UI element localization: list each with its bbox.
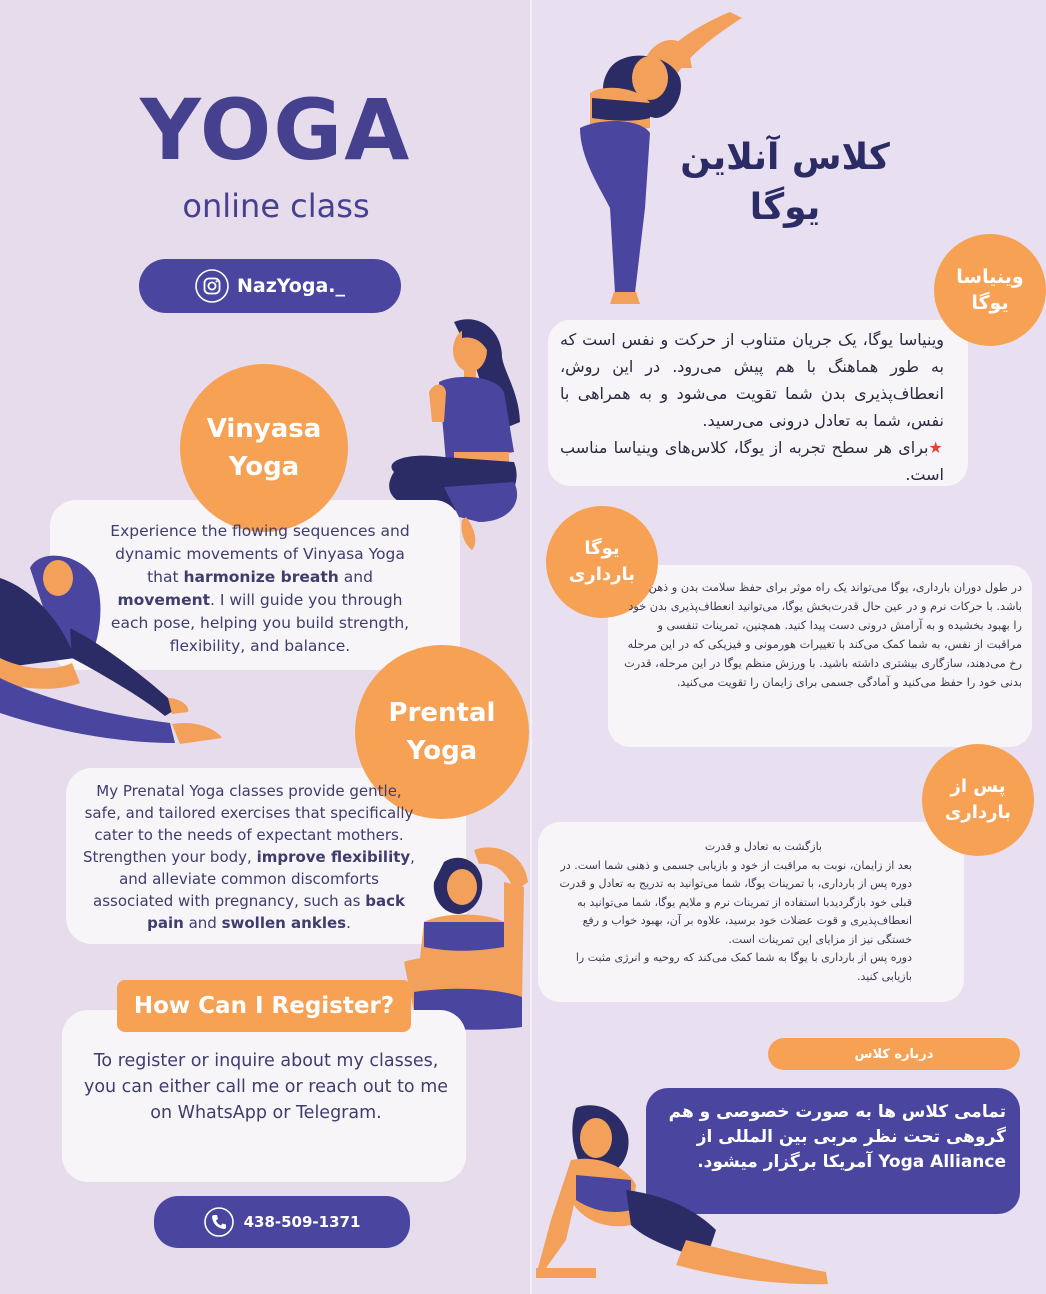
vinyasa-text-2: and (338, 568, 373, 586)
prenatal-description (82, 780, 416, 934)
fa-pregnancy-badge-line2: بارداری (568, 564, 636, 585)
fa-pregnancy-description: در طول دوران بارداری، یوگا می‌تواند یک راه موثر برای حفظ سلامت بدن و ذهن باشد. با حرکات نرم و در عین حال قدرت‌بخش یوگا، می‌توانید انعطاف‌پذیری بدن خود را بهبود بخشیده و به آرامش درونی دست پیدا کنید. همچنین، تمرینات تنفسی و مراقبت از نفس، به شما کمک می‌کند با تغییرات هورمونی و فیزیکی که در این مرحله رخ می‌دهند، سازگاری بیشتری داشته باشید. با ورزش منظم یوگا در این مرحله، قدرت بدنی خود را حفظ می‌کنید و آمادگی جسمی برای زایمان را تقویت می‌کنید. (624, 581, 1022, 689)
online-class-subtitle: online class (182, 187, 370, 225)
instagram-icon (195, 269, 229, 303)
about-class-label-text: درباره کلاس (854, 1046, 934, 1062)
fa-title-line2: یوگا (749, 187, 821, 228)
yoga-alliance-text: Yoga Alliance (878, 1152, 1006, 1172)
yoga-title: YOGA (140, 81, 412, 179)
prenatal-text-2: , and alleviate common discomforts associated with pregnancy, such as (93, 848, 415, 910)
prenatal-text-3: and (183, 914, 222, 932)
fa-postpartum-badge-line1: پس از (950, 776, 1006, 797)
star-icon: ★ (928, 438, 944, 457)
phone-number: 438-509-1371 (243, 1213, 361, 1231)
fa-postpartum-heading: بازگشت به تعادل و قدرت (704, 840, 822, 853)
vinyasa-bold-2: movement (117, 591, 211, 609)
instagram-pill[interactable] (139, 259, 401, 313)
about-line-3-fa: آمریکا برگزار میشود. (697, 1152, 873, 1172)
fa-title-line1: کلاس آنلاین (680, 137, 890, 178)
fa-postpartum-badge-line2: بارداری (944, 802, 1012, 823)
fa-vinyasa-text-2: برای هر سطح تجربه از یوگا، کلاس‌های وینیاسا مناسب است. (560, 438, 944, 484)
prenatal-bold-1: improve flexibility (256, 848, 411, 866)
phone-icon (204, 1207, 234, 1237)
fa-postpartum-badge (922, 744, 1034, 856)
fa-vinyasa-badge-line2: یوگا (971, 292, 1009, 314)
register-description: To register or inquire about my classes, you can either call me or reach out to me on WhatsApp or Telegram. (83, 1051, 449, 1123)
about-line-1: تمامی کلاس ها به صورت خصوصی و هم (668, 1102, 1006, 1122)
cobra-pose-woman-illustration (536, 1100, 836, 1288)
about-line-2: گروهی تحت نظر مربی بین المللی از (696, 1127, 1006, 1147)
phone-pill[interactable] (154, 1196, 410, 1248)
prenatal-bold-2: back pain (147, 892, 405, 932)
prenatal-text-4: . (346, 914, 351, 932)
fa-title (660, 132, 910, 232)
instagram-handle: NazYoga._ (237, 275, 345, 297)
prenatal-text-1: My Prenatal Yoga classes provide gentle, safe, and tailored exercises that specifically cater to the needs of expectant mothers. Strengthen your body, (83, 782, 414, 866)
fa-vinyasa-text: وینیاسا یوگا، یک جریان متناوب از حرکت و نفس است که به طور هماهنگ با هم پیش می‌رود. در این روش، انعطاف‌پذیری بدن شما تقویت می‌شود و به همراهی با نفس، شما به تعادل درونی می‌رسید. (560, 330, 944, 430)
register-heading (117, 980, 411, 1032)
vinyasa-bold-1: harmonize breath (183, 568, 339, 586)
fa-vinyasa-description (560, 326, 944, 488)
fa-pregnancy-badge-line1: یوگا (584, 538, 620, 559)
vinyasa-text-3: . I will guide you through each pose, helping you build strength, flexibility, and balance. (110, 591, 410, 655)
vinyasa-badge-line1: Vinyasa (206, 414, 322, 444)
fa-vinyasa-badge (934, 234, 1046, 346)
fa-vinyasa-badge-line1: وینیاسا (956, 266, 1024, 288)
register-heading-text: How Can I Register? (133, 993, 395, 1019)
prenatal-bold-3: swollen ankles (221, 914, 347, 932)
side-stretch-woman-illustration (0, 548, 230, 753)
fa-postpartum-text-2: دوره پس از بارداری با یوگا به شما کمک می‌کند که روحیه و انرژی مثبت را بازیابی کنید. (575, 951, 912, 983)
vinyasa-badge (180, 364, 348, 532)
pregnant-woman-illustration (404, 842, 530, 1032)
about-class-label (768, 1038, 1020, 1070)
panel-divider (530, 0, 532, 1294)
prenatal-badge-line2: Yoga (406, 736, 478, 766)
fa-postpartum-text: بعد از زایمان، نوبت به مراقبت از خود و بازیابی جسمی و ذهنی شما است. در دوره پس از بارداری، با تمرینات یوگا، شما می‌توانید به تدریج به تعادل و قدرت قبلی خود بازگردیدبا استفاده از تمرینات نرم و ملایم یوگا، شما می‌توانید به انعطاف‌پذیری و قوت عضلات خود برسید، علاوه بر آن، بهبود خواب و رفع خستگی نیز از مزایای این تمرینات است. (559, 858, 912, 946)
vinyasa-text-1: Experience the flowing sequences and dynamic movements of Vinyasa Yoga that (110, 522, 410, 586)
prenatal-badge-line1: Prental (388, 698, 496, 728)
vinyasa-badge-line2: Yoga (228, 452, 300, 482)
fa-postpartum-description (550, 838, 912, 986)
